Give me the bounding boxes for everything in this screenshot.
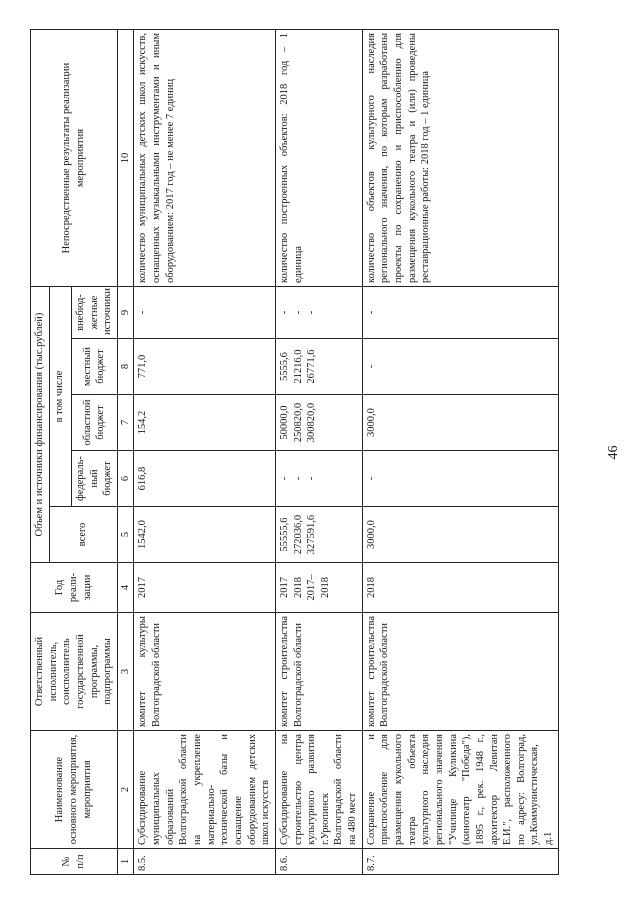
row-federal	[362, 451, 558, 507]
year-value: 2017	[137, 577, 149, 598]
header-extrabudget: внебюд-жетные источники	[71, 287, 117, 339]
row-years	[275, 563, 362, 613]
column-number: 10	[117, 30, 134, 287]
column-number: 4	[117, 563, 134, 613]
federal-value: 616,8	[137, 466, 149, 491]
header-local: местный бюджет	[71, 339, 117, 395]
header-total: всего	[49, 507, 117, 563]
row-extra	[134, 287, 275, 339]
row-num: 8.5.	[134, 849, 275, 875]
table-row	[362, 30, 558, 875]
column-number: 5	[117, 507, 134, 563]
header-num: № п/п	[31, 849, 118, 875]
year-value: 2017–2018	[306, 574, 331, 601]
column-number: 9	[117, 287, 134, 339]
row-executor: комитет строительства Волгоградской области	[362, 613, 558, 731]
row-regional	[362, 395, 558, 451]
regional-value: 3000,0	[365, 408, 377, 437]
row-regional	[275, 395, 362, 451]
column-number: 3	[117, 613, 134, 731]
federal-value: -	[306, 476, 318, 481]
total-value: 327591,6	[306, 514, 318, 555]
row-federal	[275, 451, 362, 507]
extra-value: -	[365, 310, 377, 315]
federal-value: -	[292, 476, 304, 481]
row-result: количество построенных объектов: 2018 год – 1 единица	[275, 30, 362, 287]
column-number: 2	[117, 731, 134, 849]
table-row	[134, 30, 275, 875]
page-number: 46	[606, 445, 621, 460]
year-value: 2018	[292, 577, 304, 598]
total-value: 3000,0	[365, 520, 377, 549]
column-number: 7	[117, 395, 134, 451]
header-federal: федераль-ный бюджет	[71, 451, 117, 507]
local-value: 21216,0	[292, 349, 304, 384]
local-value: 5555,6	[278, 352, 290, 381]
row-name: Сохранение и приспособление для размещения кукольного театра объекта культурного наследия регионального значения "Училище Куликина (кинотеатр "Победа"), 1895 г., рек. 1948 г., архитектор Левитан Е.И.", расположенного по адресу: Волгоград, ул.Коммунистическая, д.1	[362, 731, 558, 849]
row-years	[362, 563, 558, 613]
row-regional	[134, 395, 275, 451]
row-total	[362, 507, 558, 563]
regional-value: 250820,0	[292, 402, 304, 443]
year-value: 2017	[278, 577, 290, 598]
header-results: Непосредственные результаты реализации мероприятия	[31, 30, 118, 287]
row-name: Субсидирование муниципальных образований Волгоградской области на укрепление материально-технической базы и оснащение оборудованием детских школ искусств	[134, 731, 275, 849]
header-name: Наименование основного мероприятия, мероприятия	[31, 731, 118, 849]
row-executor: комитет строительства Волгоградской области	[275, 613, 362, 731]
total-value: 55555,6	[278, 517, 290, 552]
header-regional: областной бюджет	[71, 395, 117, 451]
regional-value: 50000,0	[278, 405, 290, 440]
row-total	[275, 507, 362, 563]
row-extra	[362, 287, 558, 339]
row-federal	[134, 451, 275, 507]
row-local	[275, 339, 362, 395]
row-result: количество муниципальных детских школ искусств, оснащенных музыкальными инструментами и иным оборудованием: 2017 год – не менее 7 единиц	[134, 30, 275, 287]
regional-value: 300820,0	[306, 402, 318, 443]
row-local	[134, 339, 275, 395]
column-number: 6	[117, 451, 134, 507]
column-number: 1	[117, 849, 134, 875]
table-row	[275, 30, 362, 875]
extra-value: -	[137, 310, 149, 315]
column-number: 8	[117, 339, 134, 395]
row-num: 8.7.	[362, 849, 558, 875]
row-local	[362, 339, 558, 395]
row-name: Субсидирование на строительство центра культурного развития г.Урюпинск Волгоградской области на 480 мест	[275, 731, 362, 849]
regional-value: 154,2	[137, 410, 149, 435]
financing-table	[30, 29, 559, 875]
row-num: 8.6.	[275, 849, 362, 875]
row-extra	[275, 287, 362, 339]
extra-value: -	[278, 310, 290, 315]
total-value: 272036,0	[292, 514, 304, 555]
extra-value: -	[306, 310, 318, 315]
extra-value: -	[292, 310, 304, 315]
header-executor: Ответственный исполнитель, соисполнитель государственной программы, подпрограммы	[31, 613, 118, 731]
federal-value: -	[278, 476, 290, 481]
local-value: -	[365, 364, 377, 369]
row-total	[134, 507, 275, 563]
year-value: 2018	[365, 577, 377, 598]
row-executor: комитет культуры Волгоградской области	[134, 613, 275, 731]
federal-value: -	[365, 476, 377, 481]
local-value: 26771,6	[306, 349, 318, 384]
header-year: Год реали-зации	[31, 563, 118, 613]
local-value: 771,0	[137, 354, 149, 379]
header-financing: Объем и источники финансирования (тыс.рублей)	[31, 287, 50, 563]
row-result: количество объектов культурного наследия регионального значения, по которым разработаны проекты по сохранению и приспособлению для размещения кукольного театра и (или) проведены реставрационные работы: 2018 год – 1 единица	[362, 30, 558, 287]
row-years	[134, 563, 275, 613]
total-value: 1542,0	[137, 520, 149, 549]
header-in-that-number: в том числе	[49, 287, 71, 507]
